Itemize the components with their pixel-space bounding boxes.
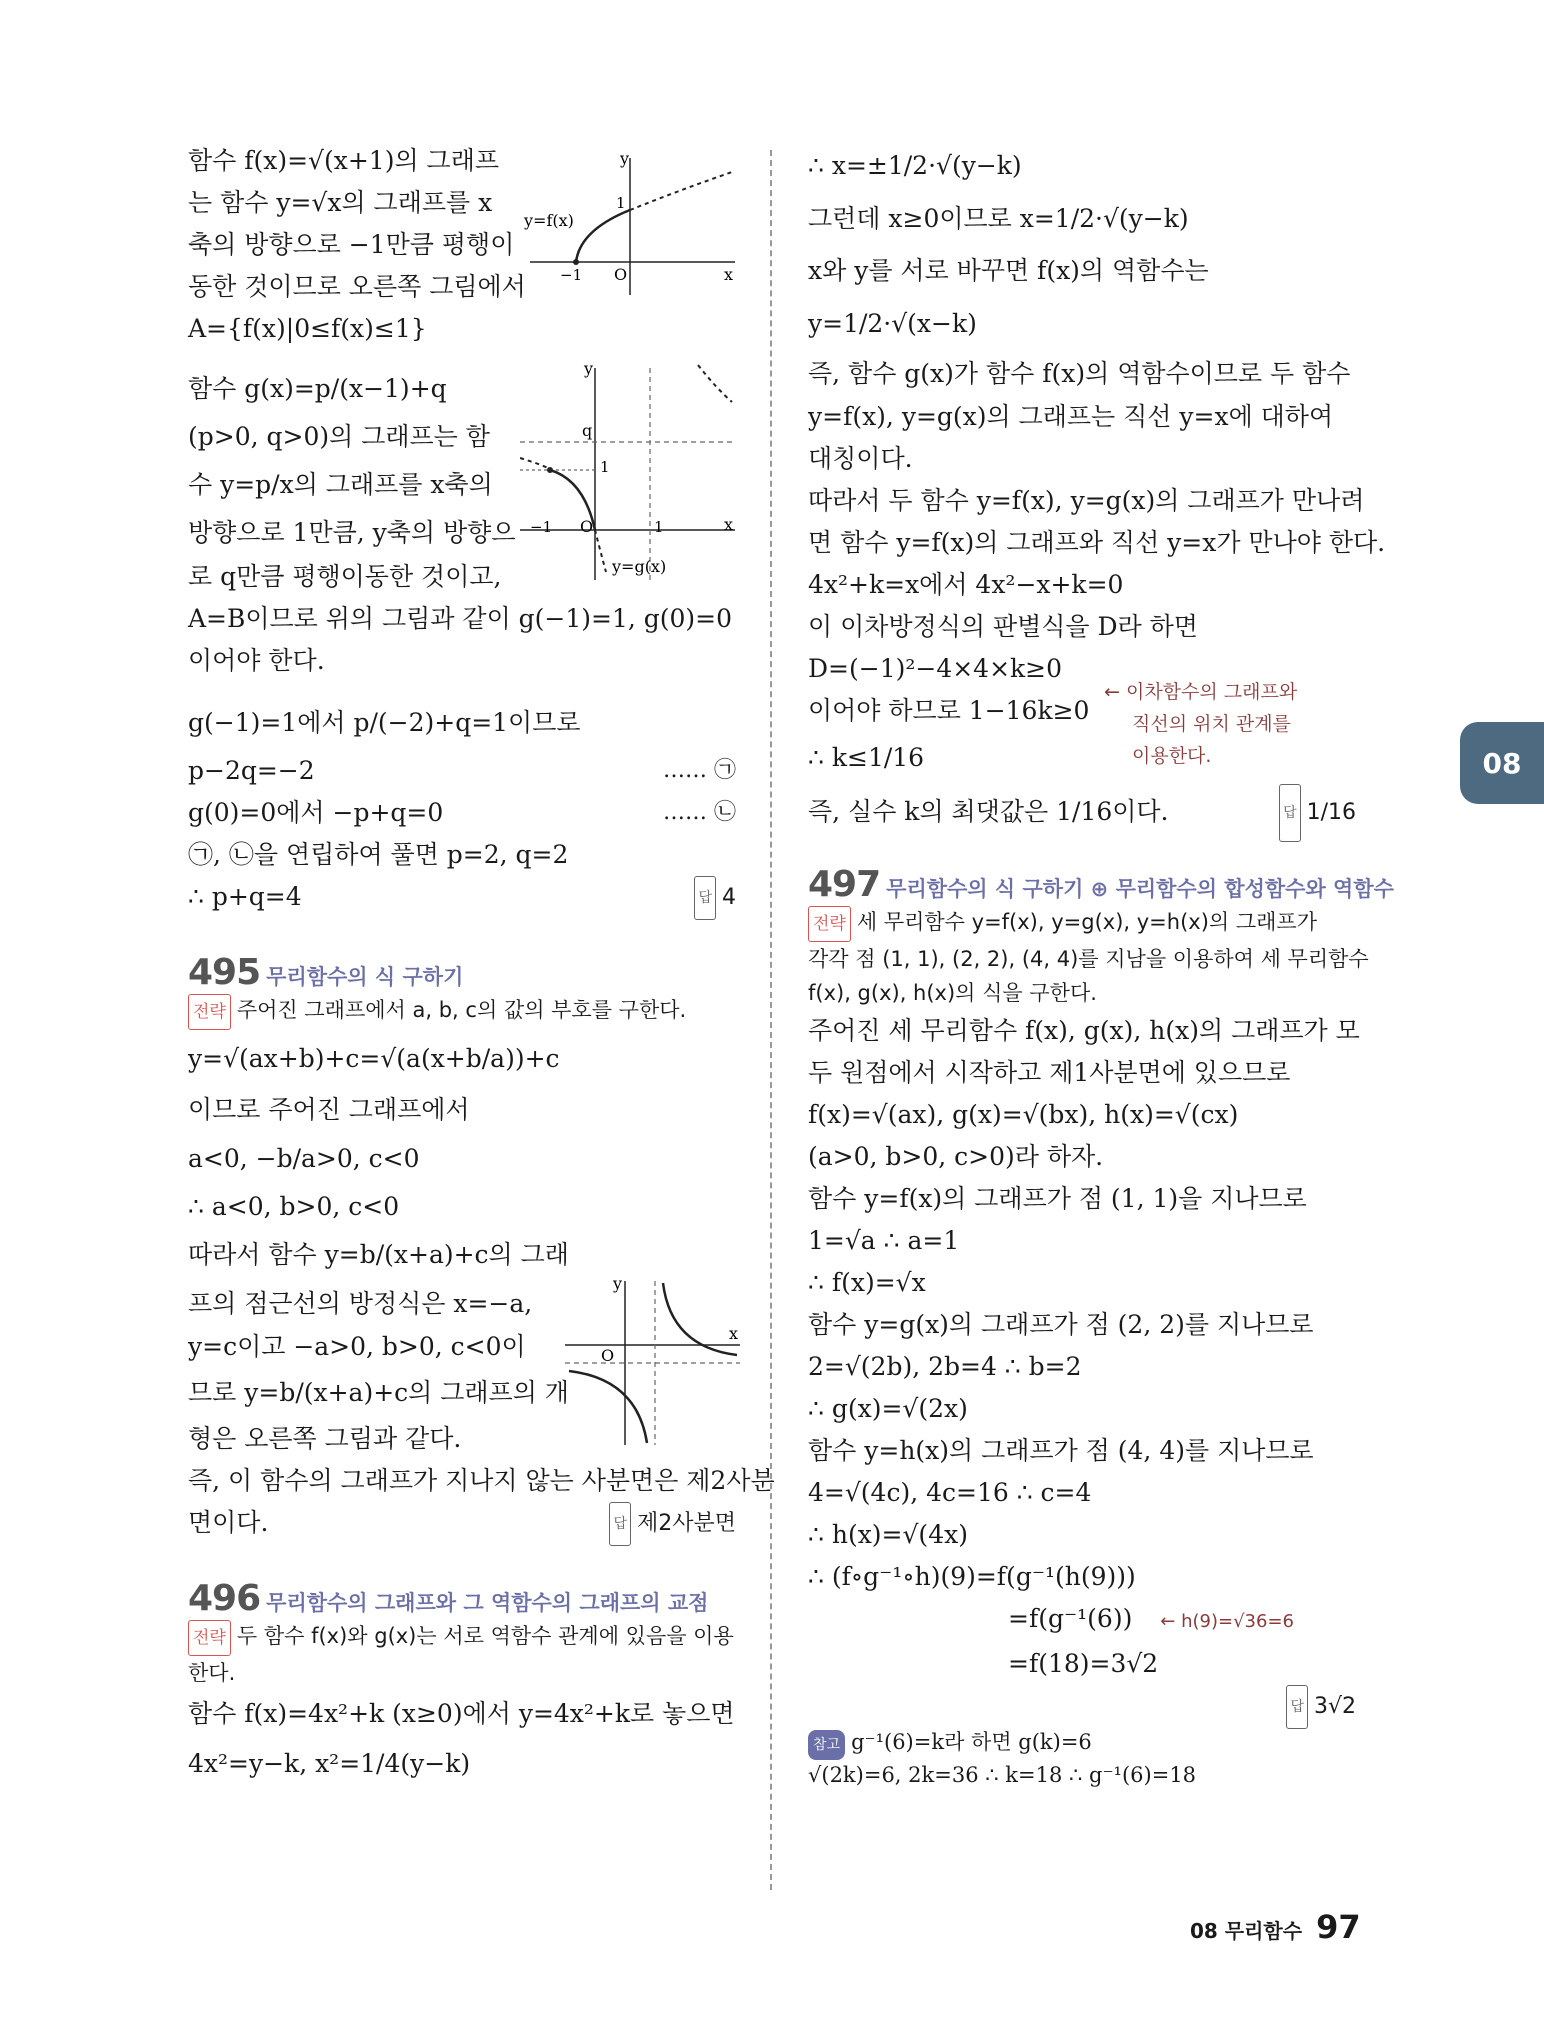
problem-495-heading — [188, 952, 736, 993]
text-line: 함수 f(x)=4x²+k (x≥0)에서 y=4x²+k로 놓으면 — [188, 1699, 735, 1728]
text-line: 이 이차방정식의 판별식을 D라 하면 — [808, 612, 1198, 641]
text-line: 함수 f(x)=√(x+1)의 그래프 — [188, 146, 499, 175]
text-line: 4x²=y−k, x²=1/4(y−k) — [188, 1749, 471, 1778]
text-line: 는 함수 y=√x의 그래프를 x — [188, 188, 493, 217]
text-line — [188, 876, 736, 918]
text-line: ∴ h(x)=√(4x) — [808, 1520, 968, 1549]
text-line: 프의 점근선의 방정식은 x=−a, — [188, 1289, 533, 1318]
text-line: 즉, 함수 g(x)가 함수 f(x)의 역함수이므로 두 함수 — [808, 359, 1351, 388]
equation-mark: …… ㉡ — [663, 800, 736, 825]
reference-line: √(2k)=6, 2k=36 ∴ k=18 ∴ g⁻¹(6)=18 — [808, 1763, 1197, 1787]
text-line: 함수 g(x)=p/(x−1)+q — [188, 374, 447, 403]
text-line: 4x²+k=x에서 4x²−x+k=0 — [808, 570, 1124, 599]
axis-x-label: x — [729, 1324, 739, 1343]
problem-497-heading — [808, 864, 1394, 905]
text-line: g(−1)=1에서 p/(−2)+q=1이므로 — [188, 708, 581, 737]
problem-496-heading — [188, 1578, 736, 1619]
text-line: =f(g⁻¹(6)) ← h(9)=√36=6 — [1008, 1604, 1294, 1633]
text-line: 대칭이다. — [808, 444, 913, 473]
text-line: A=B이므로 위의 그림과 같이 g(−1)=1, g(0)=0 — [188, 604, 733, 633]
strategy-tag: 전략 — [808, 906, 851, 942]
text-line — [188, 792, 736, 834]
origin-label: O — [614, 265, 628, 284]
side-note: ← h(9)=√36=6 — [1160, 1611, 1294, 1632]
text-line: y=1/2·√(x−k) — [808, 309, 977, 338]
axis-x-label: x — [724, 265, 734, 284]
text-line: ∴ a<0, b>0, c<0 — [188, 1192, 400, 1221]
text-line: 2=√(2b), 2b=4 ∴ b=2 — [808, 1352, 1082, 1381]
equation: p−2q=−2 — [188, 756, 315, 785]
text-line: 이므로 주어진 그래프에서 — [188, 1095, 470, 1124]
text-line — [188, 750, 736, 792]
equation-mark: …… ㉠ — [663, 758, 736, 783]
origin-label: O — [580, 517, 594, 536]
text-line: 면 함수 y=f(x)의 그래프와 직선 y=x가 만나야 한다. — [808, 528, 1386, 557]
answer-label: 답 — [1286, 1685, 1308, 1729]
text-line: 따라서 두 함수 y=f(x), y=g(x)의 그래프가 만나려 — [808, 486, 1365, 515]
strategy-line: 전략 두 함수 f(x)와 g(x)는 서로 역함수 관계에 있음을 이용 — [188, 1619, 736, 1656]
text-line: f(x)=√(ax), g(x)=√(bx), h(x)=√(cx) — [808, 1100, 1239, 1129]
text-line: 4=√(4c), 4c=16 ∴ c=4 — [808, 1478, 1092, 1507]
curve-label: y=f(x) — [524, 211, 574, 230]
strategy-tag: 전략 — [188, 1620, 231, 1656]
equation: g(0)=0에서 −p+q=0 — [188, 798, 444, 827]
axis-y-label: y — [620, 150, 630, 168]
text-line: 1=√a ∴ a=1 — [808, 1226, 960, 1255]
answer-label: 답 — [694, 876, 716, 920]
text-line: y=c이고 −a>0, b>0, c<0이 — [188, 1332, 526, 1361]
problem-number: 495 — [188, 952, 261, 993]
text-line: 형은 오른쪽 그림과 같다. — [188, 1424, 462, 1453]
chapter-label: 08 무리함수 — [1190, 1919, 1303, 1943]
text-line: y=√(ax+b)+c=√(a(x+b/a))+c — [188, 1044, 560, 1073]
reference-line: 참고 g⁻¹(6)=k라 하면 g(k)=6 — [808, 1727, 1356, 1760]
text-line: 수 y=p/x의 그래프를 x축의 — [188, 470, 493, 499]
text-line: (p>0, q>0)의 그래프는 함 — [188, 422, 490, 451]
strategy-line: 전략 세 무리함수 y=f(x), y=g(x), y=h(x)의 그래프가 — [808, 905, 1356, 942]
text-line: 그런데 x≥0이므로 x=1/2·√(y−k) — [808, 204, 1189, 233]
graph-hyperbola — [565, 1275, 745, 1450]
text-line: ∴ x=±1/2·√(y−k) — [808, 151, 1022, 180]
text-line: 즉, 실수 k의 최댓값은 1/16이다. 답 1/16 — [808, 784, 1356, 840]
text-line: 주어진 세 무리함수 f(x), g(x), h(x)의 그래프가 모 — [808, 1016, 1360, 1045]
text-line: 면이다. 답 제2사분면 — [188, 1502, 736, 1544]
problem-title: 무리함수의 그래프와 그 역함수의 그래프의 교점 — [266, 1591, 709, 1615]
right-column — [808, 140, 1394, 1790]
text-line: 함수 y=f(x)의 그래프가 점 (1, 1)을 지나므로 — [808, 1184, 1307, 1213]
reference-tag: 참고 — [808, 1730, 845, 1760]
curve-label: y=g(x) — [612, 557, 667, 576]
text-line: D=(−1)²−4×4×k≥0 — [808, 654, 1063, 683]
strategy-line: 한다. — [188, 1661, 236, 1685]
tick-label: 1 — [600, 458, 610, 476]
graph-rational — [520, 360, 740, 585]
strategy-line: f(x), g(x), h(x)의 식을 구한다. — [808, 981, 1097, 1005]
text-line: ∴ f(x)=√x — [808, 1268, 926, 1297]
text-line: 함수 y=h(x)의 그래프가 점 (4, 4)를 지나므로 — [808, 1436, 1314, 1465]
tick-label: 1 — [616, 194, 626, 212]
graph-sqrt-shift — [520, 150, 740, 300]
discriminant-side-note: ← 이차함수의 그래프와 직선의 위치 관계를 이용한다. — [1104, 681, 1298, 767]
conclusion: ∴ p+q=4 — [188, 882, 302, 911]
tick-label: −1 — [560, 266, 583, 284]
text-line: ∴ k≤1/16 — [808, 743, 925, 772]
text-line: ∴ g(x)=√(2x) — [808, 1394, 968, 1423]
answer-label: 답 — [1279, 784, 1301, 842]
problem-number: 497 — [808, 864, 881, 905]
answer-496: 답 1/16 — [1279, 784, 1356, 842]
text-line: 이어야 하므로 1−16k≥0 — [808, 696, 1090, 725]
strategy-tag: 전략 — [188, 994, 231, 1030]
text-line: 축의 방향으로 −1만큼 평행이 — [188, 230, 515, 259]
column-divider — [770, 150, 772, 1890]
text-line: 따라서 함수 y=b/(x+a)+c의 그래 — [188, 1240, 569, 1269]
axis-y-label: y — [613, 1275, 623, 1293]
answer-497: 답 3√2 — [1286, 1685, 1356, 1729]
tick-label: −1 — [530, 518, 553, 536]
problem-title: 무리함수의 식 구하기 ⊕ 무리함수의 합성함수와 역함수 — [886, 877, 1394, 901]
problem-title: 무리함수의 식 구하기 — [266, 965, 464, 989]
answer-495: 답 제2사분면 — [609, 1502, 736, 1546]
problem-number: 496 — [188, 1578, 261, 1619]
text-line: =f(18)=3√2 — [1008, 1649, 1159, 1678]
axis-x-label: x — [724, 515, 734, 534]
strategy-line: 전략 주어진 그래프에서 a, b, c의 값의 부호를 구한다. — [188, 993, 736, 1030]
text-line: 동한 것이므로 오른쪽 그림에서 — [188, 272, 526, 301]
text-line: 함수 y=g(x)의 그래프가 점 (2, 2)를 지나므로 — [808, 1310, 1314, 1339]
text-line: 로 q만큼 평행이동한 것이고, — [188, 562, 502, 591]
text-line: A={f(x)|0≤f(x)≤1} — [188, 314, 427, 343]
text-line: x와 y를 서로 바꾸면 f(x)의 역함수는 — [808, 256, 1209, 285]
strategy-line: 각각 점 (1, 1), (2, 2), (4, 4)를 지남을 이용하여 세 무리함수 — [808, 947, 1369, 971]
origin-label: O — [601, 1346, 615, 1365]
answer-494: 답 4 — [694, 876, 736, 920]
text-line: y=f(x), y=g(x)의 그래프는 직선 y=x에 대하여 — [808, 402, 1334, 431]
text-line — [808, 1685, 1356, 1727]
axis-y-label: y — [584, 360, 594, 378]
page-footer — [1190, 1908, 1360, 1946]
page-number: 97 — [1316, 1908, 1361, 1946]
tick-label-q: q — [582, 421, 593, 440]
text-line: ㉠, ㉡을 연립하여 풀면 p=2, q=2 — [188, 840, 569, 869]
text-line: 방향으로 1만큼, y축의 방향으 — [188, 518, 516, 547]
text-line: 즉, 이 함수의 그래프가 지나지 않는 사분면은 제2사분 — [188, 1466, 775, 1495]
text-line: ∴ (f∘g⁻¹∘h)(9)=f(g⁻¹(h(9))) — [808, 1562, 1136, 1591]
answer-label: 답 — [609, 1502, 631, 1546]
text-line: a<0, −b/a>0, c<0 — [188, 1144, 420, 1173]
text-line: 므로 y=b/(x+a)+c의 그래프의 개 — [188, 1378, 569, 1407]
text-line: (a>0, b>0, c>0)라 하자. — [808, 1142, 1104, 1171]
text-line: 두 원점에서 시작하고 제1사분면에 있으므로 — [808, 1058, 1291, 1087]
text-line: 이어야 한다. — [188, 646, 325, 675]
chapter-tab: 08 — [1460, 722, 1544, 804]
tick-label: 1 — [654, 518, 664, 536]
